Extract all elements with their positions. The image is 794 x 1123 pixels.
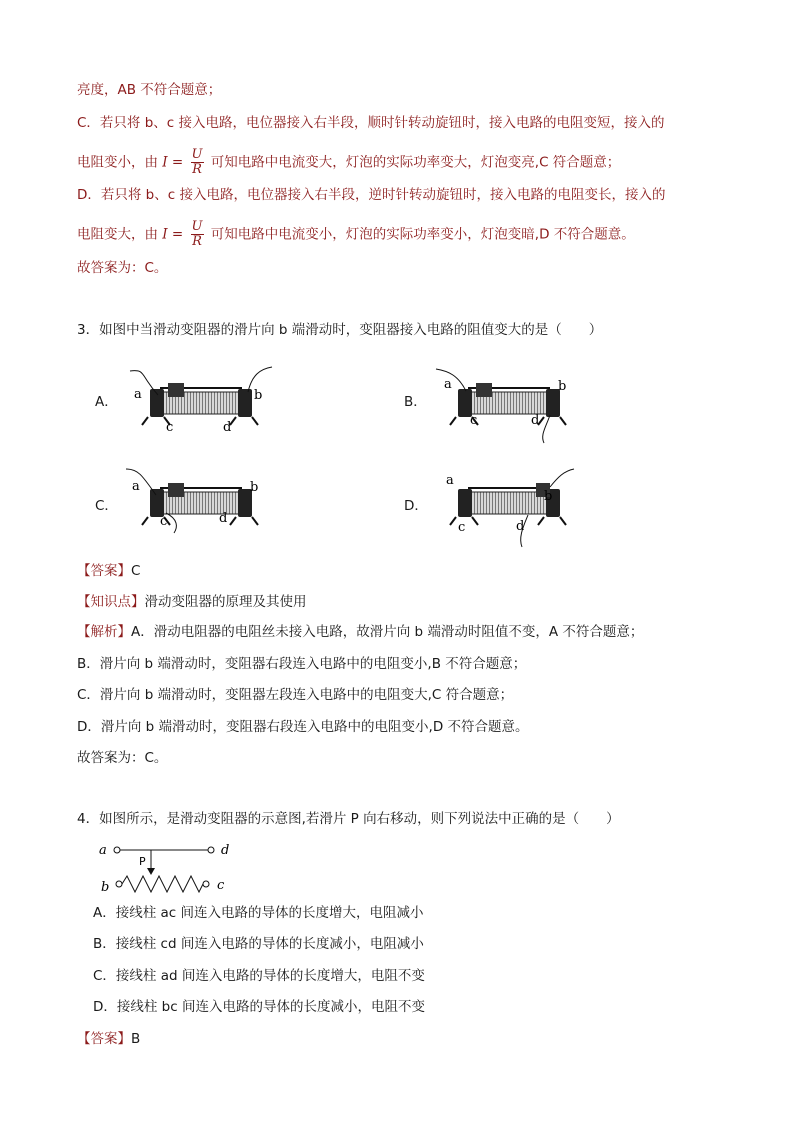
prev-line-1: 亮度，AB 不符合题意； bbox=[77, 82, 222, 98]
terminal-c-label: c bbox=[458, 520, 466, 535]
knowledge-text: 滑动变阻器的原理及其使用 bbox=[144, 594, 307, 610]
q4-option-d: D．接线柱 bc 间连入电路的导体的长度减小，电阻不变 bbox=[93, 999, 425, 1015]
q4-option-c: C．接线柱 ad 间连入电路的导体的长度增大，电阻不变 bbox=[93, 968, 425, 984]
terminal-a-label: a bbox=[134, 387, 142, 402]
prev-d-text-pre: 电阻变大，由 bbox=[77, 226, 158, 243]
q3-answer bbox=[77, 561, 140, 581]
rheostat-figure-a bbox=[120, 365, 280, 435]
formula-lhs: I = bbox=[162, 154, 184, 171]
q4-stem: 4．如图所示，是滑动变阻器的示意图,若滑片 P 向右移动，则下列说法中正确的是（ ） bbox=[77, 811, 620, 827]
terminal-a-label: a bbox=[446, 473, 454, 488]
schematic-label-b: b bbox=[101, 880, 110, 895]
terminal-d-label: d bbox=[223, 420, 232, 435]
rheostat-figure-b bbox=[428, 365, 588, 445]
formula-denominator: R bbox=[192, 234, 202, 249]
q4-answer bbox=[77, 1029, 140, 1049]
formula-numerator: U bbox=[191, 147, 203, 162]
analysis-a-text: A．滑动电阻器的电阻丝未接入电路，故滑片向 b 端滑动时阻值不变，A 不符合题意； bbox=[131, 624, 644, 640]
formula-fraction bbox=[191, 220, 204, 249]
q3-option-c-label: C． bbox=[95, 498, 118, 514]
answer-value: B bbox=[131, 1031, 141, 1047]
knowledge-tag: 【知识点】 bbox=[77, 594, 145, 610]
terminal-d-label: d bbox=[219, 511, 228, 526]
terminal-b-label: b bbox=[544, 489, 553, 504]
q4-option-a: A．接线柱 ac 间连入电路的导体的长度增大，电阻减小 bbox=[93, 905, 424, 921]
rheostat-figure-d bbox=[428, 465, 588, 550]
terminal-a-label: a bbox=[444, 377, 452, 392]
formula-numerator: U bbox=[191, 219, 203, 234]
schematic-label-p: P bbox=[139, 855, 146, 868]
prev-option-c-line-2 bbox=[77, 148, 620, 177]
q3-option-b-label: B． bbox=[404, 394, 427, 410]
answer-value: C bbox=[131, 563, 141, 579]
terminal-a-label: a bbox=[132, 479, 140, 494]
rheostat-figure-c bbox=[120, 465, 280, 535]
q3-stem: 3．如图中当滑动变阻器的滑片向 b 端滑动时，变阻器接入电路的阻值变大的是（ ） bbox=[77, 322, 603, 338]
answer-tag: 【答案】 bbox=[77, 1031, 131, 1047]
q3-knowledge-point bbox=[77, 592, 307, 612]
terminal-c-label: c bbox=[470, 413, 478, 428]
formula-denominator: R bbox=[192, 162, 202, 177]
terminal-d-label: d bbox=[516, 519, 525, 534]
q4-rheostat-schematic bbox=[95, 838, 245, 898]
q4-option-b: B．接线柱 cd 间连入电路的导体的长度减小，电阻减小 bbox=[93, 936, 424, 952]
q3-analysis-c: C．滑片向 b 端滑动时，变阻器左段连入电路中的电阻变大,C 符合题意； bbox=[77, 687, 514, 703]
q3-analysis-d: D．滑片向 b 端滑动时，变阻器右段连入电路中的电阻变小,D 不符合题意。 bbox=[77, 719, 529, 735]
terminal-b-label: b bbox=[254, 388, 263, 403]
terminal-b-label: b bbox=[558, 379, 567, 394]
prev-option-d-line-1: D．若只将 b、c 接入电路，电位器接入右半段，逆时针转动旋钮时，接入电路的电阻变长，接入的 bbox=[77, 187, 666, 203]
terminal-d-label: d bbox=[531, 413, 540, 428]
schematic-label-c: c bbox=[217, 878, 225, 893]
prev-answer: 故答案为：C。 bbox=[77, 260, 168, 276]
analysis-tag: 【解析】 bbox=[77, 624, 131, 640]
prev-c-text-pre: 电阻变小，由 bbox=[77, 154, 158, 171]
q3-analysis-a bbox=[77, 622, 643, 642]
q3-option-d-label: D． bbox=[404, 498, 428, 514]
formula-lhs: I = bbox=[162, 226, 184, 243]
q3-analysis-b: B．滑片向 b 端滑动时，变阻器右段连入电路中的电阻变小,B 不符合题意； bbox=[77, 656, 527, 672]
terminal-c-label: c bbox=[160, 514, 168, 529]
prev-option-d-line-2 bbox=[77, 220, 635, 249]
schematic-label-d: d bbox=[221, 843, 230, 858]
prev-d-text-post: 可知电路中电流变小，灯泡的实际功率变小，灯泡变暗,D 不符合题意。 bbox=[210, 226, 635, 243]
schematic-label-a: a bbox=[99, 843, 107, 858]
formula-fraction bbox=[191, 148, 204, 177]
answer-tag: 【答案】 bbox=[77, 563, 131, 579]
terminal-b-label: b bbox=[250, 480, 259, 495]
prev-c-text-post: 可知电路中电流变大，灯泡的实际功率变大，灯泡变亮,C 符合题意； bbox=[210, 154, 621, 171]
prev-option-c-line-1: C．若只将 b、c 接入电路，电位器接入右半段，顺时针转动旋钮时，接入电路的电阻变短，接入的 bbox=[77, 115, 665, 131]
terminal-c-label: c bbox=[166, 420, 174, 435]
q3-option-a-label: A． bbox=[95, 394, 118, 410]
q3-conclusion: 故答案为：C。 bbox=[77, 750, 168, 766]
